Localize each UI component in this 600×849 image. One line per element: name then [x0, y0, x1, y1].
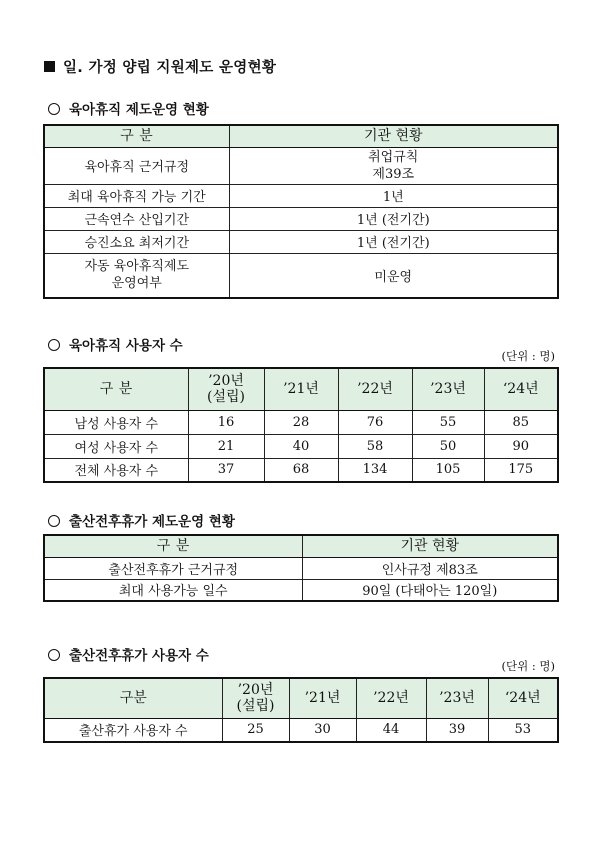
row-label: 근속연수 산입기간 [44, 207, 229, 230]
header-year-2020: ’20년 (설립) [188, 368, 264, 410]
cell-value: 58 [338, 434, 412, 458]
circle-bullet-icon [48, 649, 60, 661]
row-label: 남성 사용자 수 [44, 410, 188, 434]
section2-title [48, 334, 183, 354]
cell-value: 85 [484, 410, 558, 434]
cell-value: 44 [356, 718, 426, 742]
row-label: 승진소요 최저기간 [44, 230, 229, 253]
row-value: 인사규정 제83조 [302, 557, 558, 579]
maternity-leave-users-table [43, 677, 559, 743]
row-label: 최대 육아휴직 가능 기간 [44, 184, 229, 207]
section3-title-text: 출산전후휴가 제도운영 현황 [69, 514, 235, 530]
row-value: 취업규칙 제39조 [229, 147, 558, 184]
row-label: 여성 사용자 수 [44, 434, 188, 458]
row-label: 자동 육아휴직제도 운영여부 [44, 253, 229, 298]
table-row [44, 458, 558, 482]
cell-value: 53 [488, 718, 558, 742]
cell-value: 175 [484, 458, 558, 482]
header-year-2023: ’23년 [426, 678, 488, 718]
section4-title [48, 644, 209, 664]
unit-label: (단위 : 명) [501, 659, 555, 673]
row-label: 최대 사용가능 일수 [44, 579, 302, 601]
cell-value: 90 [484, 434, 558, 458]
row-label: 육아휴직 근거규정 [44, 147, 229, 184]
circle-bullet-icon [48, 339, 60, 351]
cell-value: 28 [264, 410, 338, 434]
header-status: 기관 현황 [229, 125, 558, 147]
circle-bullet-icon [48, 515, 60, 527]
row-value: 1년 [229, 184, 558, 207]
row-value: 미운영 [229, 253, 558, 298]
header-category: 구 분 [44, 535, 302, 557]
row-label: 전체 사용자 수 [44, 458, 188, 482]
header-year-2022: ’22년 [338, 368, 412, 410]
section1-title-text: 육아휴직 제도운영 현황 [69, 102, 209, 118]
childcare-leave-policy-table [43, 124, 559, 299]
row-value: 1년 (전기간) [229, 230, 558, 253]
cell-value: 76 [338, 410, 412, 434]
header-category: 구 분 [44, 368, 188, 410]
cell-value: 50 [412, 434, 484, 458]
header-status: 기관 현황 [302, 535, 558, 557]
cell-value: 25 [222, 718, 289, 742]
black-square-bullet-icon [44, 61, 55, 72]
cell-value: 55 [412, 410, 484, 434]
header-year-2023: ’23년 [412, 368, 484, 410]
main-title-text: 일. 가정 양립 지원제도 운영현황 [63, 60, 277, 76]
header-year-2022: ’22년 [356, 678, 426, 718]
maternity-leave-policy-table [43, 534, 559, 602]
row-label: 출산전후휴가 근거규정 [44, 557, 302, 579]
table-row [44, 410, 558, 434]
main-title [44, 56, 276, 77]
header-category: 구 분 [44, 125, 229, 147]
childcare-leave-users-table [43, 367, 559, 483]
cell-value: 39 [426, 718, 488, 742]
cell-value: 30 [289, 718, 356, 742]
header-year-2021: ’21년 [264, 368, 338, 410]
cell-value: 134 [338, 458, 412, 482]
table-row [44, 718, 558, 742]
circle-bullet-icon [48, 103, 60, 115]
section3-title [48, 510, 235, 530]
cell-value: 16 [188, 410, 264, 434]
cell-value: 21 [188, 434, 264, 458]
cell-value: 40 [264, 434, 338, 458]
header-year-2024: ‘24년 [488, 678, 558, 718]
header-year-2021: ’21년 [289, 678, 356, 718]
section4-title-text: 출산전후휴가 사용자 수 [69, 648, 209, 664]
section2-title-text: 육아휴직 사용자 수 [69, 338, 183, 354]
cell-value: 105 [412, 458, 484, 482]
row-value: 90일 (다태아는 120일) [302, 579, 558, 601]
section1-title [48, 98, 209, 118]
header-year-2020: ’20년 (설립) [222, 678, 289, 718]
row-value: 1년 (전기간) [229, 207, 558, 230]
header-category: 구분 [44, 678, 222, 718]
cell-value: 37 [188, 458, 264, 482]
row-label: 출산휴가 사용자 수 [44, 718, 222, 742]
table-row [44, 434, 558, 458]
cell-value: 68 [264, 458, 338, 482]
header-year-2024: ‘24년 [484, 368, 558, 410]
unit-label: (단위 : 명) [501, 349, 555, 363]
